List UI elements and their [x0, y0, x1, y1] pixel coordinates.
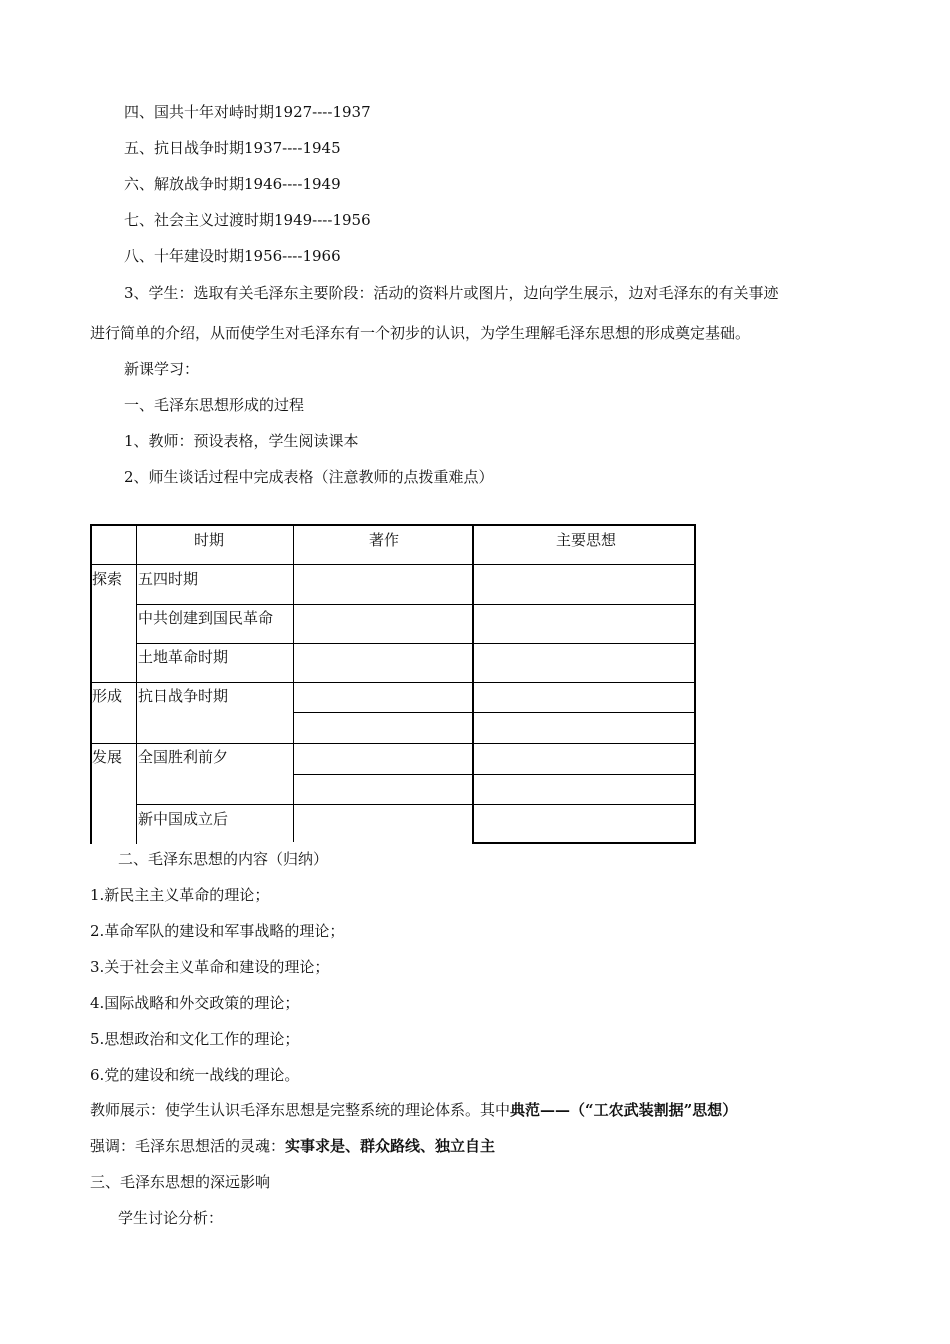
table-rule: [136, 524, 137, 844]
table-header-period: 时期: [194, 531, 225, 549]
content-item: 6.党的建设和统一战线的理论。: [90, 1066, 300, 1084]
content-item: 5.思想政治和文化工作的理论；: [90, 1030, 300, 1048]
table-stage-explore: 探索: [92, 570, 123, 588]
section1-title: 一、毛泽东思想形成的过程: [124, 396, 305, 414]
table-border-bottom: [473, 842, 696, 844]
period-item: 六、解放战争时期1946----1949: [124, 175, 341, 193]
table-rule: [90, 743, 696, 744]
table-header-works: 著作: [369, 531, 400, 549]
table-border-right: [694, 524, 696, 844]
teacher-show-line: [90, 1100, 737, 1120]
period-item: 五、抗日战争时期1937----1945: [124, 139, 341, 157]
table-rule: [90, 564, 136, 565]
emphasis-bold: 实事求是、群众路线、独立自主: [285, 1137, 496, 1155]
emphasis-line: [90, 1136, 495, 1156]
table-rule: [136, 643, 696, 644]
period-item: 四、国共十年对峙时期1927----1937: [124, 103, 371, 121]
table-rule: [293, 524, 294, 842]
teacher-show-text: 教师展示：使学生认识毛泽东思想是完整系统的理论体系。其中: [90, 1101, 511, 1119]
new-lesson-heading: 新课学习：: [124, 360, 200, 378]
table-rule: [293, 774, 696, 775]
student-activity-line2: 进行简单的介绍，从而使学生对毛泽东有一个初步的认识，为学生理解毛泽东思想的形成奠定基础。: [90, 324, 751, 342]
table-rule: [90, 682, 696, 683]
table-rule: [293, 712, 696, 713]
thought-formation-table: [90, 524, 696, 844]
table-rule: [136, 564, 696, 565]
table-period-cell: 新中国成立后: [138, 810, 229, 828]
table-header-main-thought: 主要思想: [556, 531, 617, 549]
student-discussion: 学生讨论分析：: [118, 1209, 224, 1227]
content-item: 3.关于社会主义革命和建设的理论；: [90, 958, 330, 976]
period-item: 七、社会主义过渡时期1949----1956: [124, 211, 371, 229]
table-border-top: [90, 524, 696, 526]
table-stage-form: 形成: [92, 687, 123, 705]
section1-step2: 2、师生谈话过程中完成表格（注意教师的点拨重难点）: [124, 468, 494, 486]
table-period-cell: 五四时期: [138, 570, 199, 588]
table-period-cell: 土地革命时期: [138, 648, 229, 666]
content-item: 2.革命军队的建设和军事战略的理论；: [90, 922, 345, 940]
table-period-cell: 中共创建到国民革命: [138, 609, 274, 627]
table-stage-develop: 发展: [92, 748, 123, 766]
table-rule: [136, 804, 696, 805]
section3-title: 三、毛泽东思想的深远影响: [90, 1173, 271, 1191]
content-item: 1.新民主主义革命的理论；: [90, 886, 270, 904]
student-activity-line1: 3、学生：选取有关毛泽东主要阶段：活动的资料片或图片，边向学生展示，边对毛泽东的有关事迹: [124, 284, 779, 302]
section1-step1: 1、教师：预设表格，学生阅读课本: [124, 432, 359, 450]
section2-title: 二、毛泽东思想的内容（归纳）: [118, 850, 329, 868]
table-period-cell: 抗日战争时期: [138, 687, 229, 705]
table-period-cell: 全国胜利前夕: [138, 748, 229, 766]
table-rule: [136, 604, 696, 605]
emphasis-text: 强调：毛泽东思想活的灵魂：: [90, 1137, 286, 1155]
teacher-show-emphasis: 典范——（“工农武装割据”思想）: [510, 1101, 738, 1119]
table-rule: [472, 524, 474, 844]
content-item: 4.国际战略和外交政策的理论；: [90, 994, 300, 1012]
period-item: 八、十年建设时期1956----1966: [124, 247, 341, 265]
